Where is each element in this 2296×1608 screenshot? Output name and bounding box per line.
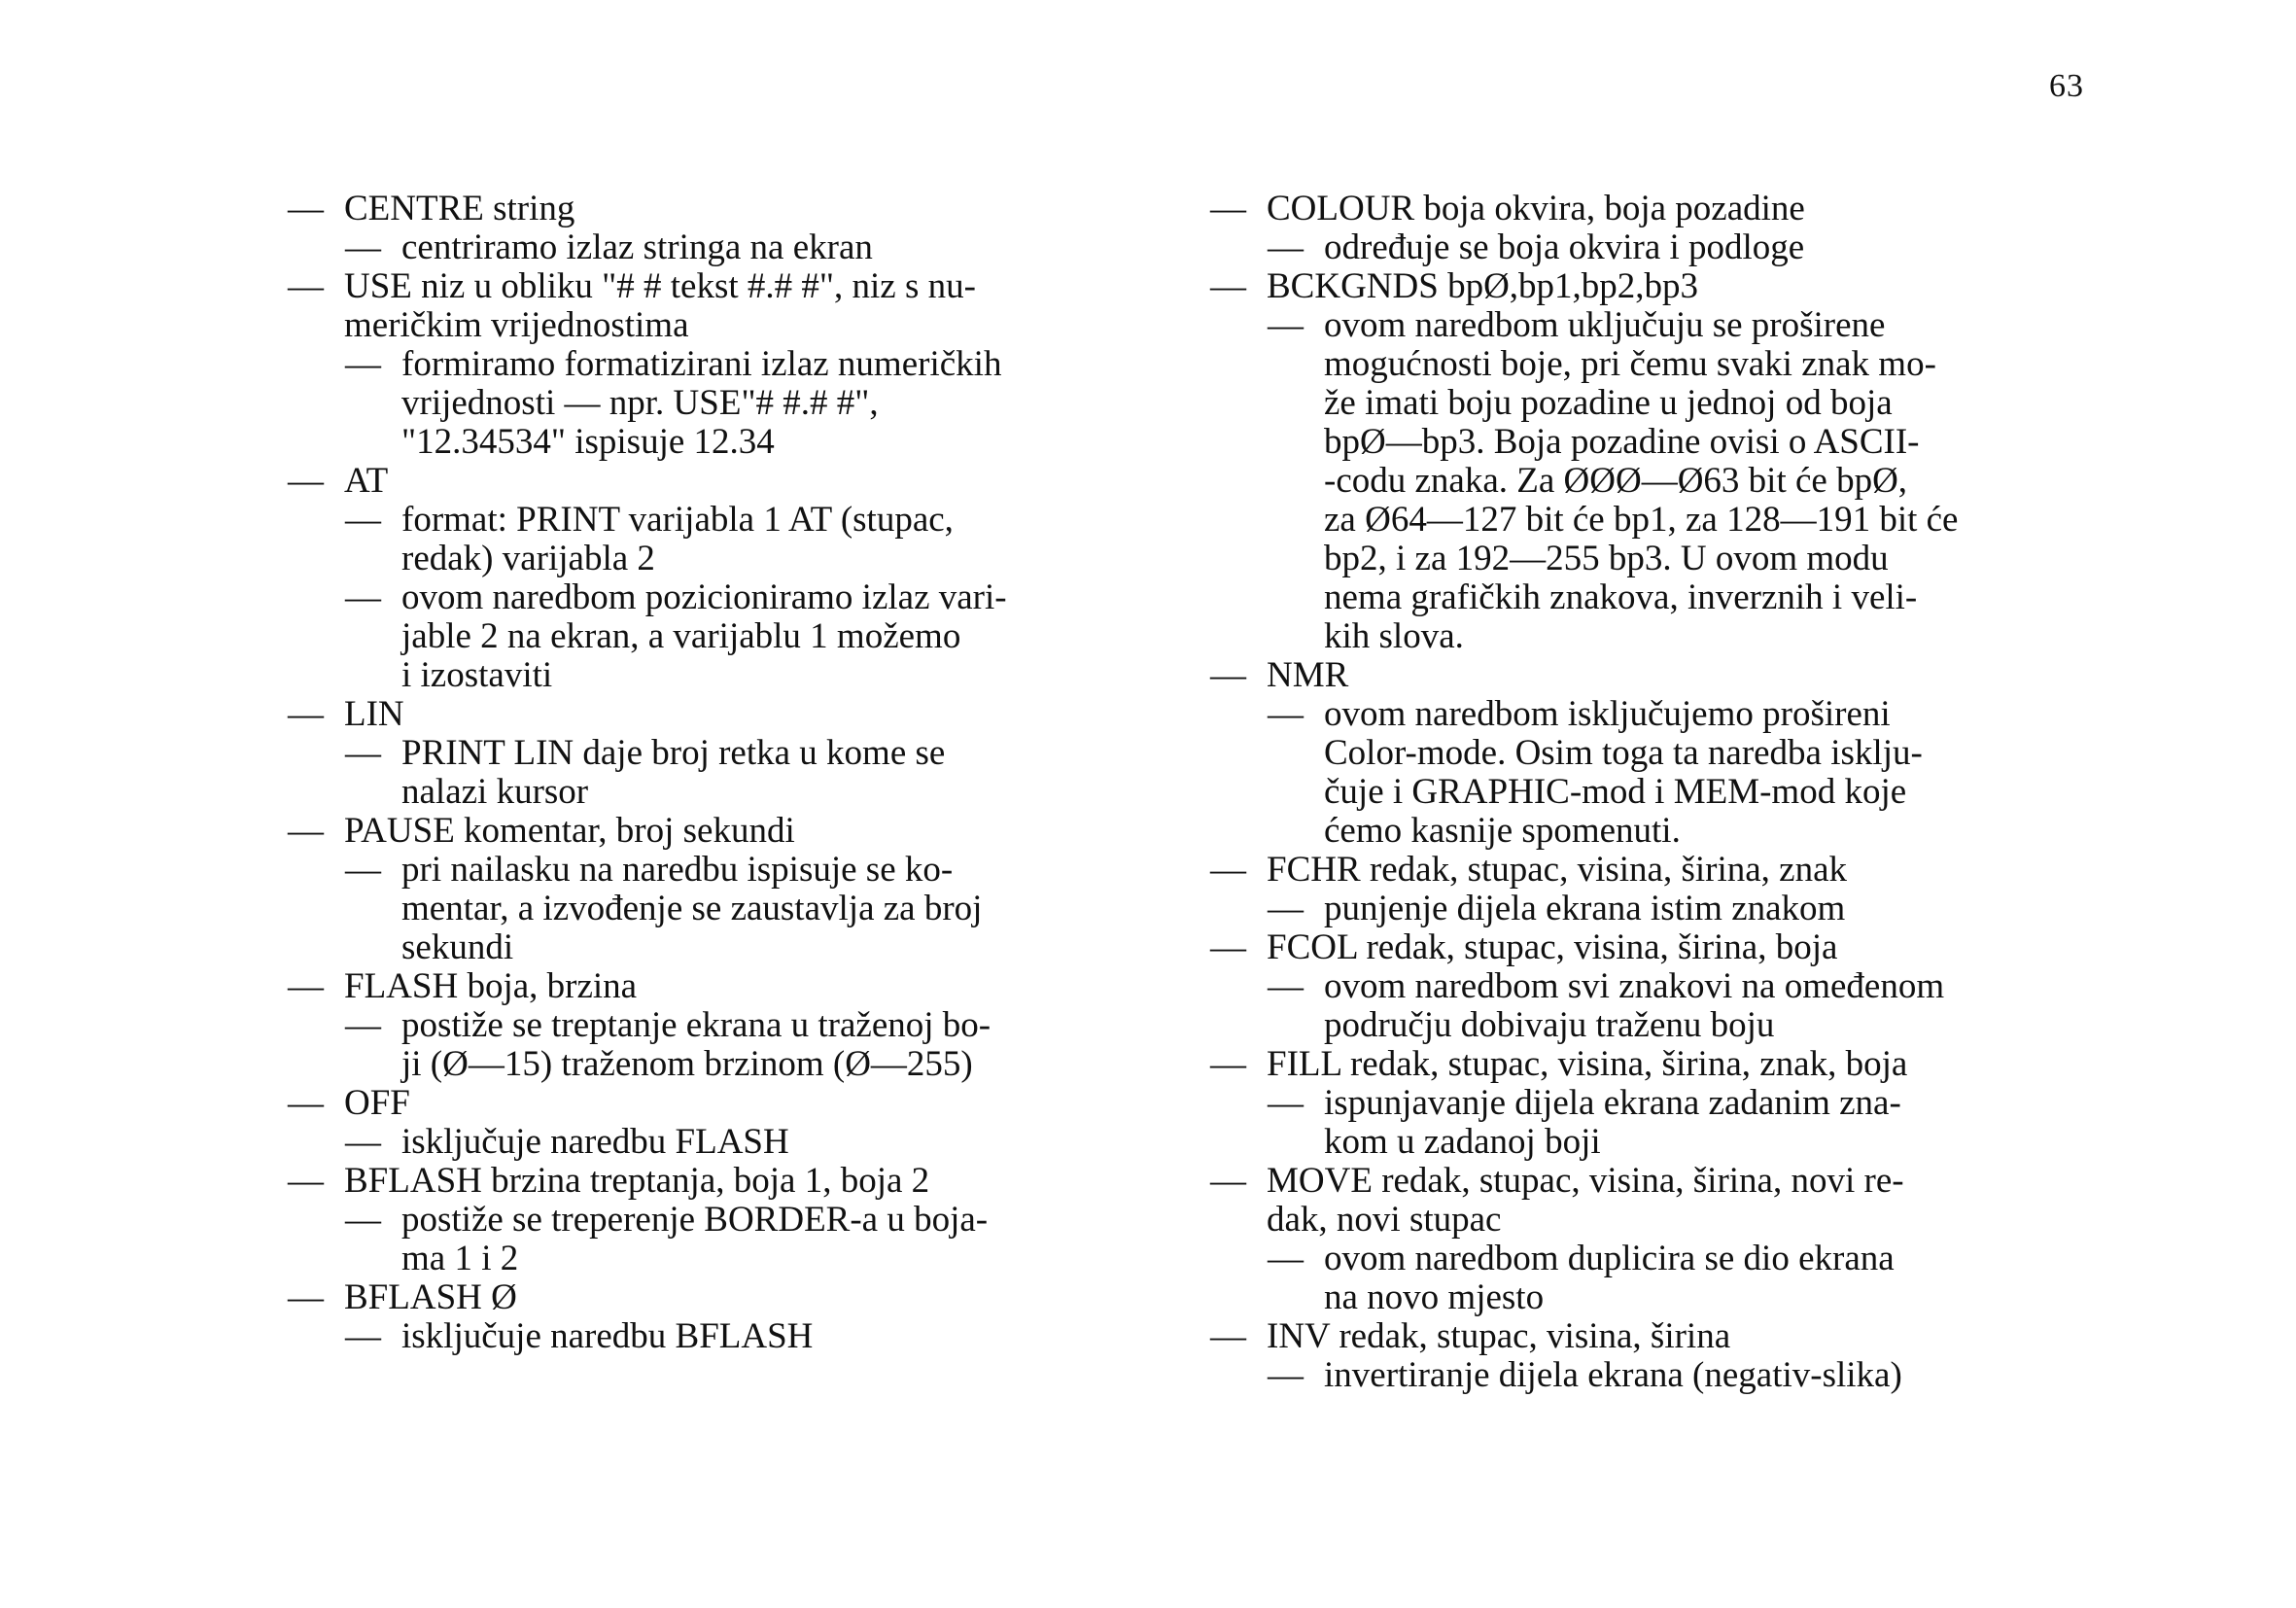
command-text: FLASH boja, brzina — [344, 966, 638, 1006]
description-line — [1210, 1240, 2105, 1278]
description-line — [1210, 967, 2105, 1006]
description-dash: — — [345, 1316, 381, 1356]
command-line-continued: dak, novi stupac — [1267, 1200, 1502, 1240]
description-text: isključuje naredbu FLASH — [401, 1122, 789, 1162]
description-dash: — — [1268, 305, 1304, 345]
description-text: punjenje dijela ekrana istim znakom — [1324, 889, 1846, 928]
description-line-continued: Color-mode. Osim toga ta naredba isklju- — [1324, 733, 1923, 773]
command-line — [1210, 1162, 2105, 1201]
description — [1210, 306, 2105, 656]
description-dash: — — [1268, 889, 1304, 928]
command-text: NMR — [1267, 655, 1349, 695]
entry-dash: — — [1210, 850, 1246, 890]
description — [1210, 1084, 2105, 1162]
entry-dash: — — [288, 1277, 324, 1317]
description-text: ovom naredbom pozicioniramo izlaz vari- — [401, 577, 1007, 617]
description-line — [288, 578, 1163, 617]
description-line-continued: ji (Ø—15) traženom brzinom (Ø—255) — [401, 1044, 973, 1084]
command-entry — [1210, 267, 2105, 656]
description — [288, 734, 1163, 812]
command-text: INV redak, stupac, visina, širina — [1267, 1316, 1731, 1356]
description-dash: — — [345, 500, 381, 540]
description-line-continued: redak) varijabla 2 — [401, 539, 655, 578]
description-dash: — — [345, 1005, 381, 1045]
description-text: postiže se treperenje BORDER-a u boja- — [401, 1200, 989, 1240]
description-line — [1210, 890, 2105, 928]
command-text: PAUSE komentar, broj sekundi — [344, 811, 795, 851]
command-line-continued: meričkim vrijednostima — [344, 305, 689, 345]
description-line-continued: ćemo kasnije spomenuti. — [1324, 811, 1681, 851]
description-line-continued: vrijednosti — npr. USE"# #.# #", — [401, 383, 879, 423]
entry-dash: — — [288, 694, 324, 734]
command-line — [1210, 1045, 2105, 1084]
command-line — [288, 812, 1163, 851]
description-dash: — — [345, 227, 381, 267]
description-line-continued: čuje i GRAPHIC-mod i MEM-mod koje — [1324, 772, 1907, 812]
command-entry — [1210, 1045, 2105, 1162]
description-line — [1210, 306, 2105, 345]
description-dash: — — [1268, 1355, 1304, 1395]
description-line-continued: mentar, a izvođenje se zaustavlja za broj — [401, 889, 983, 928]
command-entry — [288, 967, 1163, 1084]
description — [288, 1317, 1163, 1356]
description-text: ovom naredbom svi znakovi na omeđenom — [1324, 966, 1945, 1006]
description-dash: — — [1268, 694, 1304, 734]
entry-dash: — — [1210, 1044, 1246, 1084]
description-line — [1210, 228, 2105, 267]
description — [288, 1123, 1163, 1162]
description-dash: — — [345, 733, 381, 773]
description-text: ispunjavanje dijela ekrana zadanim zna- — [1324, 1083, 1901, 1123]
description-text: PRINT LIN daje broj retka u kome se — [401, 733, 946, 773]
entry-dash: — — [288, 1161, 324, 1201]
description-line-continued: bp2, i za 192—255 bp3. U ovom modu — [1324, 539, 1889, 578]
entry-dash: — — [1210, 927, 1246, 967]
entry-dash: — — [288, 966, 324, 1006]
description-line-continued: -codu znaka. Za ØØØ—Ø63 bit će bpØ, — [1324, 461, 1908, 501]
command-entry — [288, 1084, 1163, 1162]
command-line — [288, 695, 1163, 734]
description-line-continued: "12.34534" ispisuje 12.34 — [401, 422, 775, 462]
description-dash: — — [1268, 1239, 1304, 1278]
command-line — [1210, 851, 2105, 890]
entry-dash: — — [288, 461, 324, 501]
command-text: MOVE redak, stupac, visina, širina, novi re- — [1267, 1161, 1904, 1201]
command-line — [288, 462, 1163, 501]
command-text: COLOUR boja okvira, boja pozadine — [1267, 189, 1805, 228]
description-line-continued: i izostaviti — [401, 655, 553, 695]
command-entry — [288, 267, 1163, 462]
description — [288, 1201, 1163, 1278]
description-dash: — — [345, 850, 381, 890]
description — [288, 1006, 1163, 1084]
description-line — [288, 851, 1163, 890]
description — [288, 501, 1163, 578]
command-entry — [1210, 190, 2105, 267]
command-line — [288, 967, 1163, 1006]
description-dash: — — [1268, 227, 1304, 267]
description — [288, 228, 1163, 267]
page-number: 63 — [2049, 68, 2084, 104]
entry-dash: — — [288, 266, 324, 306]
command-text: OFF — [344, 1083, 410, 1123]
description-text: invertiranje dijela ekrana (negativ-slika) — [1324, 1355, 1902, 1395]
description-dash: — — [1268, 966, 1304, 1006]
left-column — [288, 190, 1163, 1356]
entry-dash: — — [1210, 655, 1246, 695]
command-text: BFLASH brzina treptanja, boja 1, boja 2 — [344, 1161, 930, 1201]
description-text: postiže se treptanje ekrana u traženoj bo- — [401, 1005, 991, 1045]
description — [1210, 890, 2105, 928]
description-line-continued: bpØ—bp3. Boja pozadine ovisi o ASCII- — [1324, 422, 1920, 462]
description — [288, 851, 1163, 967]
description — [1210, 695, 2105, 851]
description-line-continued: že imati boju pozadine u jednoj od boja — [1324, 383, 1893, 423]
description-text: pri nailasku na naredbu ispisuje se ko- — [401, 850, 954, 890]
description-line — [288, 1123, 1163, 1162]
description-line-continued: mogućnosti boje, pri čemu svaki znak mo- — [1324, 344, 1936, 384]
description-line-continued: na novo mjesto — [1324, 1277, 1545, 1317]
description-dash: — — [1268, 1083, 1304, 1123]
command-line — [288, 1084, 1163, 1123]
description-line — [288, 345, 1163, 384]
entry-dash: — — [288, 811, 324, 851]
command-text: BCKGNDS bpØ,bp1,bp2,bp3 — [1267, 266, 1699, 306]
description-line-continued: jable 2 na ekran, a varijablu 1 možemo — [401, 616, 961, 656]
description-line-continued: području dobivaju traženu boju — [1324, 1005, 1775, 1045]
entry-dash: — — [1210, 1316, 1246, 1356]
description — [1210, 228, 2105, 267]
command-entry — [288, 812, 1163, 967]
description-dash: — — [345, 577, 381, 617]
command-text: AT — [344, 461, 389, 501]
description-dash: — — [345, 1200, 381, 1240]
command-entry — [288, 462, 1163, 695]
command-entry — [1210, 656, 2105, 851]
description-line-continued: kom u zadanoj boji — [1324, 1122, 1601, 1162]
description-dash: — — [345, 344, 381, 384]
description-line-continued: ma 1 i 2 — [401, 1239, 519, 1278]
command-entry — [288, 1162, 1163, 1278]
command-entry — [288, 190, 1163, 267]
description-dash: — — [345, 1122, 381, 1162]
command-line — [1210, 190, 2105, 228]
description-line — [288, 1317, 1163, 1356]
command-text: FILL redak, stupac, visina, širina, znak, boja — [1267, 1044, 1908, 1084]
command-text: LIN — [344, 694, 404, 734]
command-line — [1210, 1317, 2105, 1356]
description — [288, 345, 1163, 462]
description-line-continued: nema grafičkih znakova, inverznih i veli- — [1324, 577, 1918, 617]
entry-dash: — — [1210, 189, 1246, 228]
command-text: BFLASH Ø — [344, 1277, 517, 1317]
command-text: CENTRE string — [344, 189, 575, 228]
description-line — [1210, 695, 2105, 734]
command-text: FCOL redak, stupac, visina, širina, boja — [1267, 927, 1838, 967]
command-line — [1210, 928, 2105, 967]
description-text: određuje se boja okvira i podloge — [1324, 227, 1805, 267]
entry-dash: — — [288, 1083, 324, 1123]
command-line — [288, 1162, 1163, 1201]
command-line — [1210, 267, 2105, 306]
description-text: isključuje naredbu BFLASH — [401, 1316, 814, 1356]
description-text: centriramo izlaz stringa na ekran — [401, 227, 873, 267]
description-line — [288, 734, 1163, 773]
entry-dash: — — [288, 189, 324, 228]
right-column — [1210, 190, 2105, 1395]
command-entry — [1210, 928, 2105, 1045]
command-line — [288, 267, 1163, 306]
command-entry — [288, 695, 1163, 812]
description-text: ovom naredbom uključuju se proširene — [1324, 305, 1886, 345]
description-text: ovom naredbom isključujemo prošireni — [1324, 694, 1891, 734]
description-text: ovom naredbom duplicira se dio ekrana — [1324, 1239, 1895, 1278]
entry-dash: — — [1210, 266, 1246, 306]
description-line — [288, 501, 1163, 540]
description-line-continued: sekundi — [401, 927, 514, 967]
command-entry — [1210, 1162, 2105, 1317]
entry-dash: — — [1210, 1161, 1246, 1201]
description — [1210, 1240, 2105, 1317]
description — [1210, 967, 2105, 1045]
command-entry — [288, 1278, 1163, 1356]
description — [1210, 1356, 2105, 1395]
command-entry — [1210, 1317, 2105, 1395]
command-line — [288, 1278, 1163, 1317]
command-text: USE niz u obliku "# # tekst #.# #", niz s nu- — [344, 266, 976, 306]
description-text: format: PRINT varijabla 1 AT (stupac, — [401, 500, 954, 540]
description — [288, 578, 1163, 695]
command-line — [1210, 656, 2105, 695]
description-line-continued: nalazi kursor — [401, 772, 589, 812]
description-line-continued: kih slova. — [1324, 616, 1464, 656]
description-line — [288, 1006, 1163, 1045]
description-line — [288, 228, 1163, 267]
command-line — [288, 190, 1163, 228]
command-entry — [1210, 851, 2105, 928]
description-text: formiramo formatizirani izlaz numeričkih — [401, 344, 1002, 384]
description-line — [288, 1201, 1163, 1240]
command-text: FCHR redak, stupac, visina, širina, znak — [1267, 850, 1848, 890]
description-line — [1210, 1084, 2105, 1123]
description-line — [1210, 1356, 2105, 1395]
description-line-continued: za Ø64—127 bit će bp1, za 128—191 bit će — [1324, 500, 1959, 540]
